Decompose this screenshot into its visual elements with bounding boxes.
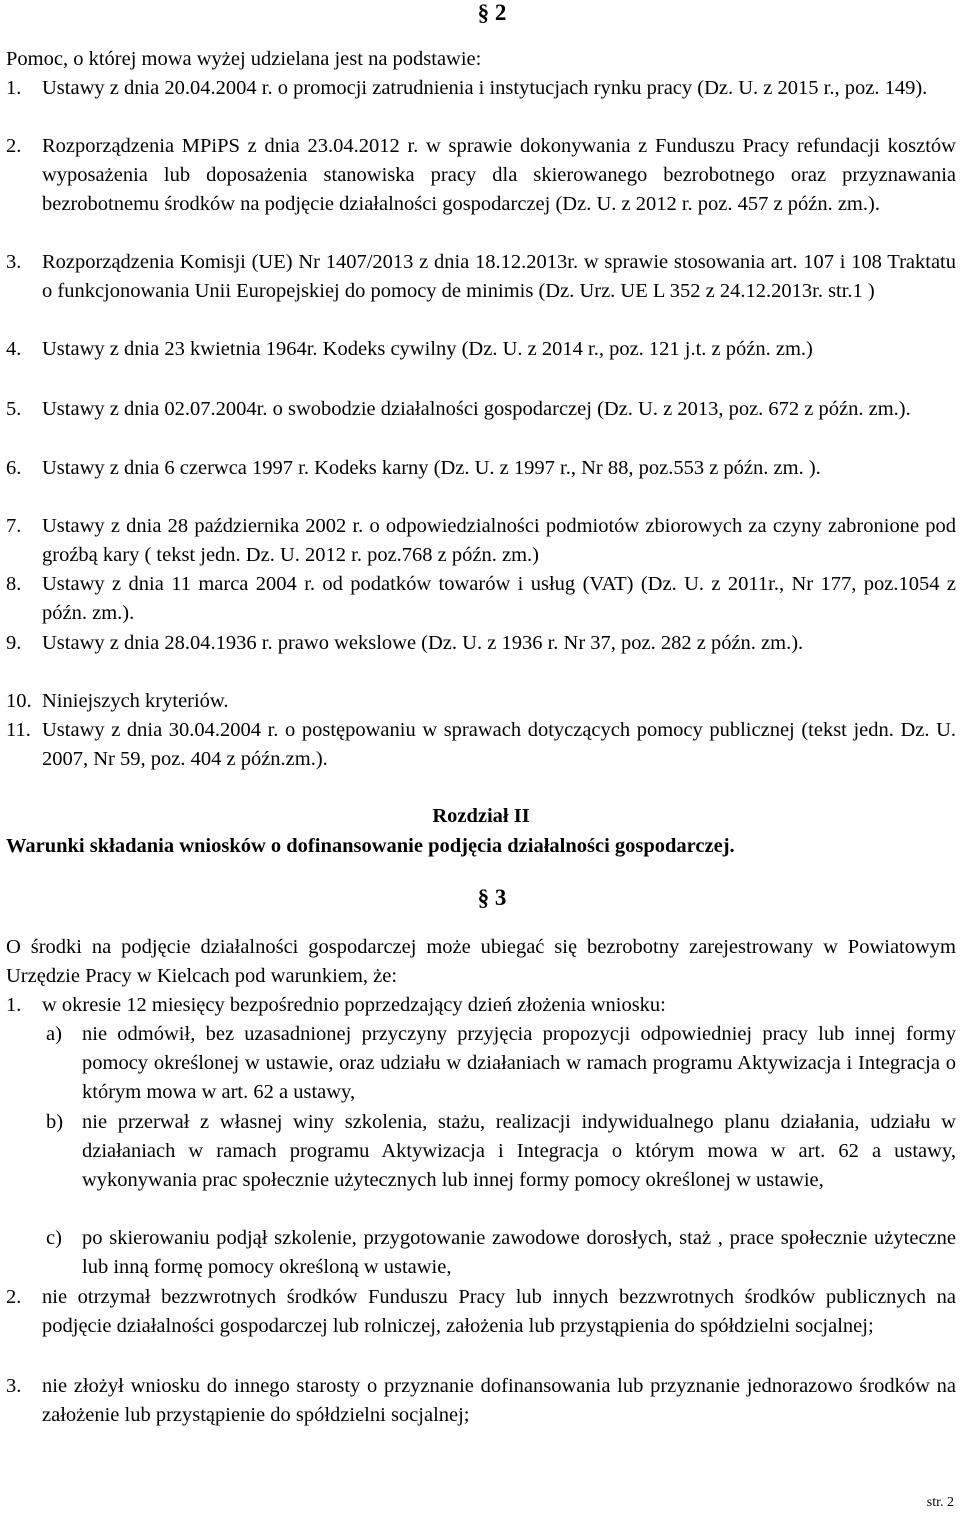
item-number: 3. <box>6 251 22 273</box>
item-number: 5. <box>6 398 22 420</box>
item-number: 9. <box>6 632 22 654</box>
condition-item-2 <box>6 1283 956 1341</box>
subcondition-letter: b) <box>46 1111 64 1133</box>
legal-basis-item-2 <box>6 132 956 219</box>
legal-basis-item-5 <box>6 395 956 424</box>
item-text: Ustawy z dnia 11 marca 2004 r. od podatków towarów i usług (VAT) (Dz. U. z 2011r., Nr 177, poz.1054 z późn. zm.). <box>42 573 956 624</box>
legal-basis-item-7 <box>6 512 956 570</box>
item-text: Ustawy z dnia 30.04.2004 r. o postępowaniu w sprawach dotyczących pomocy publicznej (tekst jedn. Dz. U. 2007, Nr 59, poz. 404 z późn.zm.). <box>42 719 956 770</box>
item-text: Ustawy z dnia 28 października 2002 r. o odpowiedzialności podmiotów zbiorowych za czyny zabronione pod groźbą kary ( tekst jedn. Dz. U. 2012 r. poz.768 z późn. zm.) <box>42 515 956 566</box>
subcondition-c <box>46 1224 956 1282</box>
item-number: 7. <box>6 515 22 537</box>
item-number: 4. <box>6 338 22 360</box>
chapter-number: Rozdział II <box>432 805 530 827</box>
item-text: Ustawy z dnia 20.04.2004 r. o promocji zatrudnienia i instytucjach rynku pracy (Dz. U. z 2015 r., poz. 149). <box>42 77 928 99</box>
condition-text: nie otrzymał bezzwrotnych środków Funduszu Pracy lub innych bezzwrotnych środków publicznych na podjęcie działalności gospodarczej lub rolniczej, założenia lub przystąpienia do spółdzielni socjalnej; <box>42 1286 956 1337</box>
item-text: Ustawy z dnia 23 kwietnia 1964r. Kodeks cywilny (Dz. U. z 2014 r., poz. 121 j.t. z późn. zm.) <box>42 338 813 360</box>
item-text: Rozporządzenia MPiPS z dnia 23.04.2012 r. w sprawie dokonywania z Funduszu Pracy refundacji kosztów wyposażenia lub doposażenia stanowiska pracy dla skierowanego bezrobotnego oraz przyznawania bezrobotnemu środków na podjęcie działalności gospodarczej (Dz. U. z 2012 r. poz. 457 z późn. zm.). <box>42 135 956 215</box>
legal-basis-item-6 <box>6 454 956 483</box>
condition-text: nie złożył wniosku do innego starosty o przyznanie dofinansowania lub przyznanie jednorazowo środków na założenie lub przystąpienie do spółdzielni socjalnej; <box>42 1375 956 1426</box>
item-number: 8. <box>6 573 22 595</box>
legal-basis-item-4 <box>6 335 956 364</box>
condition-item-3 <box>6 1372 956 1430</box>
subcondition-b <box>46 1108 956 1195</box>
chapter-title: Warunki składania wniosków o dofinansowanie podjęcia działalności gospodarczej. <box>6 835 735 857</box>
item-text: Niniejszych kryteriów. <box>42 690 229 712</box>
legal-basis-item-11 <box>6 716 956 774</box>
item-number: 1. <box>6 77 22 99</box>
item-text: Rozporządzenia Komisji (UE) Nr 1407/2013 z dnia 18.12.2013r. w sprawie stosowania art. 107 i 108 Traktatu o funkcjonowania Unii Europejskiej do pomocy de minimis (Dz. Urz. UE L 352 z 24.12.2013r. str.1 ) <box>42 251 956 302</box>
subcondition-text: nie odmówił, bez uzasadnionej przyczyny przyjęcia propozycji odpowiedniej pracy lub innej formy pomocy określonej w ustawie, oraz udziału w działaniach w ramach programu Aktywizacja i Integracja o którym mowa w art. 62 a ustawy, <box>82 1023 956 1103</box>
item-number: 6. <box>6 457 22 479</box>
subcondition-text: po skierowaniu podjął szkolenie, przygotowanie zawodowe dorosłych, staż , prace społecznie użyteczne lub inną formę pomocy określoną w ustawie, <box>82 1227 956 1278</box>
subcondition-letter: c) <box>46 1227 62 1249</box>
item-number: 10. <box>6 690 32 712</box>
legal-basis-item-1 <box>6 74 956 103</box>
condition-number: 1. <box>6 994 22 1016</box>
legal-basis-item-3 <box>6 248 956 306</box>
item-number: 11. <box>6 719 31 741</box>
subcondition-text: nie przerwał z własnej winy szkolenia, stażu, realizacji indywidualnego planu działania, udziału w działaniach w ramach programu Aktywizacja i Integracja o którym mowa w art. 62 a ustawy, wykonywania prac społecznie użytecznych lub innej formy pomocy określonej w ustawie, <box>82 1111 956 1191</box>
page-number: str. 2 <box>926 1495 954 1510</box>
condition-number: 2. <box>6 1286 22 1308</box>
section-3-intro: O środki na podjęcie działalności gospodarczej może ubiegać się bezrobotny zarejestrowany w Powiatowym Urzędzie Pracy w Kielcach pod warunkiem, że: <box>6 936 956 987</box>
condition-text: w okresie 12 miesięcy bezpośrednio poprzedzający dzień złożenia wniosku: <box>42 994 666 1016</box>
section-2-mark: § 2 <box>477 0 507 25</box>
legal-basis-item-9 <box>6 629 956 658</box>
intro-paragraph: Pomoc, o której mowa wyżej udzielana jest na podstawie: <box>6 48 482 70</box>
legal-basis-item-8 <box>6 570 956 628</box>
item-number: 2. <box>6 135 22 157</box>
subcondition-letter: a) <box>46 1023 62 1045</box>
legal-basis-item-10 <box>6 687 956 716</box>
item-text: Ustawy z dnia 02.07.2004r. o swobodzie działalności gospodarczej (Dz. U. z 2013, poz. 672 z późn. zm.). <box>42 398 911 420</box>
condition-number: 3. <box>6 1375 22 1397</box>
subcondition-a <box>46 1020 956 1107</box>
item-text: Ustawy z dnia 6 czerwca 1997 r. Kodeks karny (Dz. U. z 1997 r., Nr 88, poz.553 z późn. zm. ). <box>42 457 821 479</box>
condition-item-1 <box>6 991 956 1020</box>
section-3-mark: § 3 <box>477 885 507 910</box>
item-text: Ustawy z dnia 28.04.1936 r. prawo wekslowe (Dz. U. z 1936 r. Nr 37, poz. 282 z późn. zm.). <box>42 632 804 654</box>
